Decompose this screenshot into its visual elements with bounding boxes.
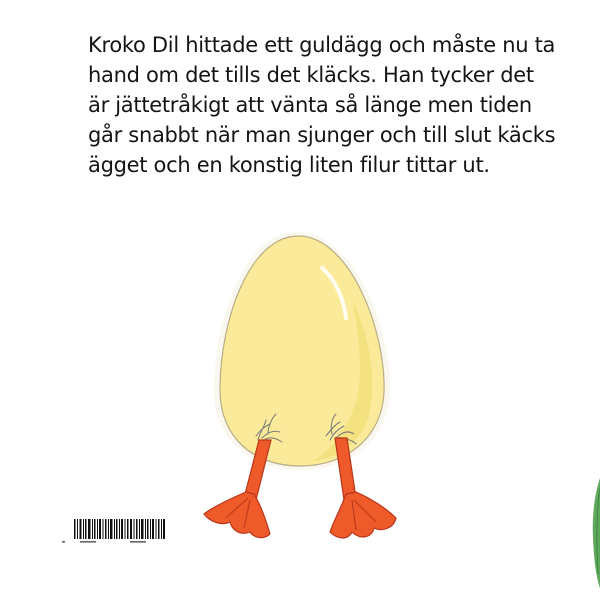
green-edge-decoration [590,478,600,588]
left-foot [204,492,270,538]
right-foot [330,492,396,538]
story-paragraph: Kroko Dil hittade ett guldägg och måste nu ta hand om det tills det kläcks. Han tycker det är jättetråkigt att vänta så länge men tiden går snabbt när man sjunger och till slut käcks ägget och en konstig liten filur tittar ut. [88,33,556,177]
barcode [60,517,170,547]
